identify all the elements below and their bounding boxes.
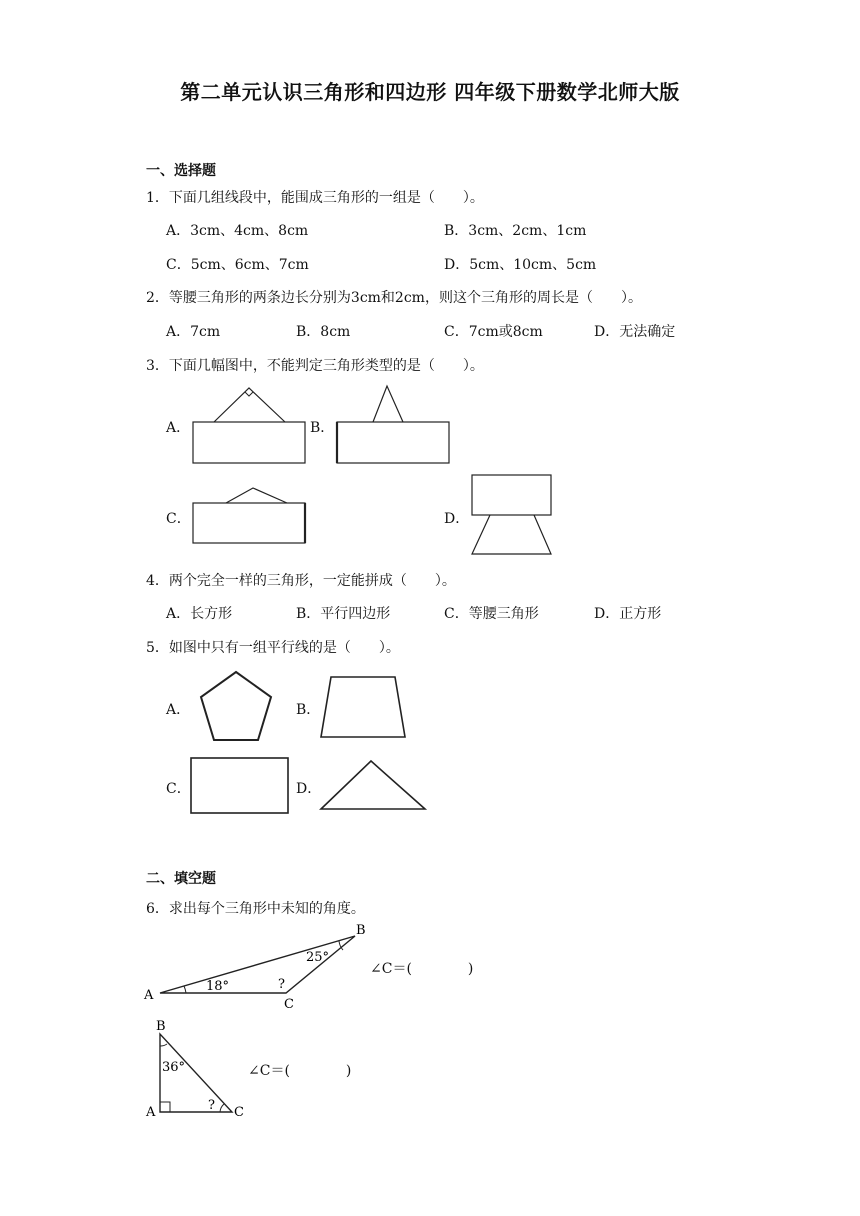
question-5-figure-trapezoid xyxy=(318,674,410,742)
question-1-option-a: A．3cm、4cm、8cm xyxy=(166,223,309,239)
question-1-option-d: D．5cm、10cm、5cm xyxy=(444,257,597,273)
question-3-option-d: D． xyxy=(444,511,470,527)
question-4-option-c: C．等腰三角形 xyxy=(444,606,539,622)
question-4-option-d: D．正方形 xyxy=(594,606,662,622)
question-5-stem: 5．如图中只有一组平行线的是（ ）。 xyxy=(146,640,400,656)
triangle-2-vertex-a: A xyxy=(146,1105,156,1120)
question-3-option-a: A． xyxy=(166,420,191,436)
question-3-figure-b xyxy=(334,383,454,467)
question-4-option-b: B．平行四边形 xyxy=(296,606,391,622)
question-5-figure-triangle xyxy=(318,758,430,814)
section-heading-choice: 一、选择题 xyxy=(146,163,216,179)
question-2-stem: 2．等腰三角形的两条边长分别为3cm和2cm，则这个三角形的周长是（ ）。 xyxy=(146,290,642,306)
question-3-figure-d xyxy=(468,472,558,558)
question-2-option-c: C．7cm或8cm xyxy=(444,324,543,340)
question-3-option-b: B． xyxy=(310,420,335,436)
question-5-option-c: C． xyxy=(166,781,191,797)
question-6-figure-obtuse-triangle xyxy=(144,920,384,1012)
triangle-1-angle-b: 25° xyxy=(306,950,330,965)
question-1-option-b: B．3cm、2cm、1cm xyxy=(444,223,587,239)
question-3-figure-c xyxy=(190,485,310,547)
question-1-stem: 1．下面几组线段中，能围成三角形的一组是（ ）。 xyxy=(146,190,484,206)
triangle-1-unknown-angle: ? xyxy=(278,977,285,992)
triangle-2-vertex-c: C xyxy=(234,1105,244,1120)
question-6-answer-2[interactable]: ∠C＝( ) xyxy=(248,1063,352,1079)
triangle-2-unknown-angle: ? xyxy=(208,1098,215,1113)
triangle-1-angle-a: 18° xyxy=(206,979,230,994)
question-6-figure-right-triangle xyxy=(144,1016,254,1122)
question-5-option-a: A． xyxy=(166,702,191,718)
question-3-figure-a xyxy=(190,385,310,467)
question-5-figure-pentagon xyxy=(196,669,276,745)
question-5-option-d: D． xyxy=(296,781,322,797)
triangle-1-vertex-c: C xyxy=(284,997,294,1012)
triangle-2-angle-b: 36° xyxy=(162,1060,186,1075)
question-2-option-a: A．7cm xyxy=(166,324,221,340)
question-3-stem: 3．下面几幅图中，不能判定三角形类型的是（ ）。 xyxy=(146,358,484,374)
question-6-answer-1[interactable]: ∠C＝( ) xyxy=(370,961,474,977)
page-title: 第二单元认识三角形和四边形 四年级下册数学北师大版 xyxy=(180,80,680,104)
question-2-option-b: B．8cm xyxy=(296,324,351,340)
triangle-1-vertex-a: A xyxy=(144,988,154,1003)
question-3-option-c: C． xyxy=(166,511,191,527)
triangle-2-vertex-b: B xyxy=(156,1019,166,1034)
section-heading-fill: 二、填空题 xyxy=(146,871,216,887)
question-6-stem: 6．求出每个三角形中未知的角度。 xyxy=(146,901,365,917)
question-2-option-d: D．无法确定 xyxy=(594,324,676,340)
question-5-option-b: B． xyxy=(296,702,321,718)
question-4-stem: 4．两个完全一样的三角形，一定能拼成（ ）。 xyxy=(146,573,456,589)
question-1-option-c: C．5cm、6cm、7cm xyxy=(166,257,309,273)
triangle-1-vertex-b: B xyxy=(356,923,366,938)
question-4-option-a: A．长方形 xyxy=(166,606,233,622)
question-5-figure-rectangle xyxy=(188,755,292,817)
